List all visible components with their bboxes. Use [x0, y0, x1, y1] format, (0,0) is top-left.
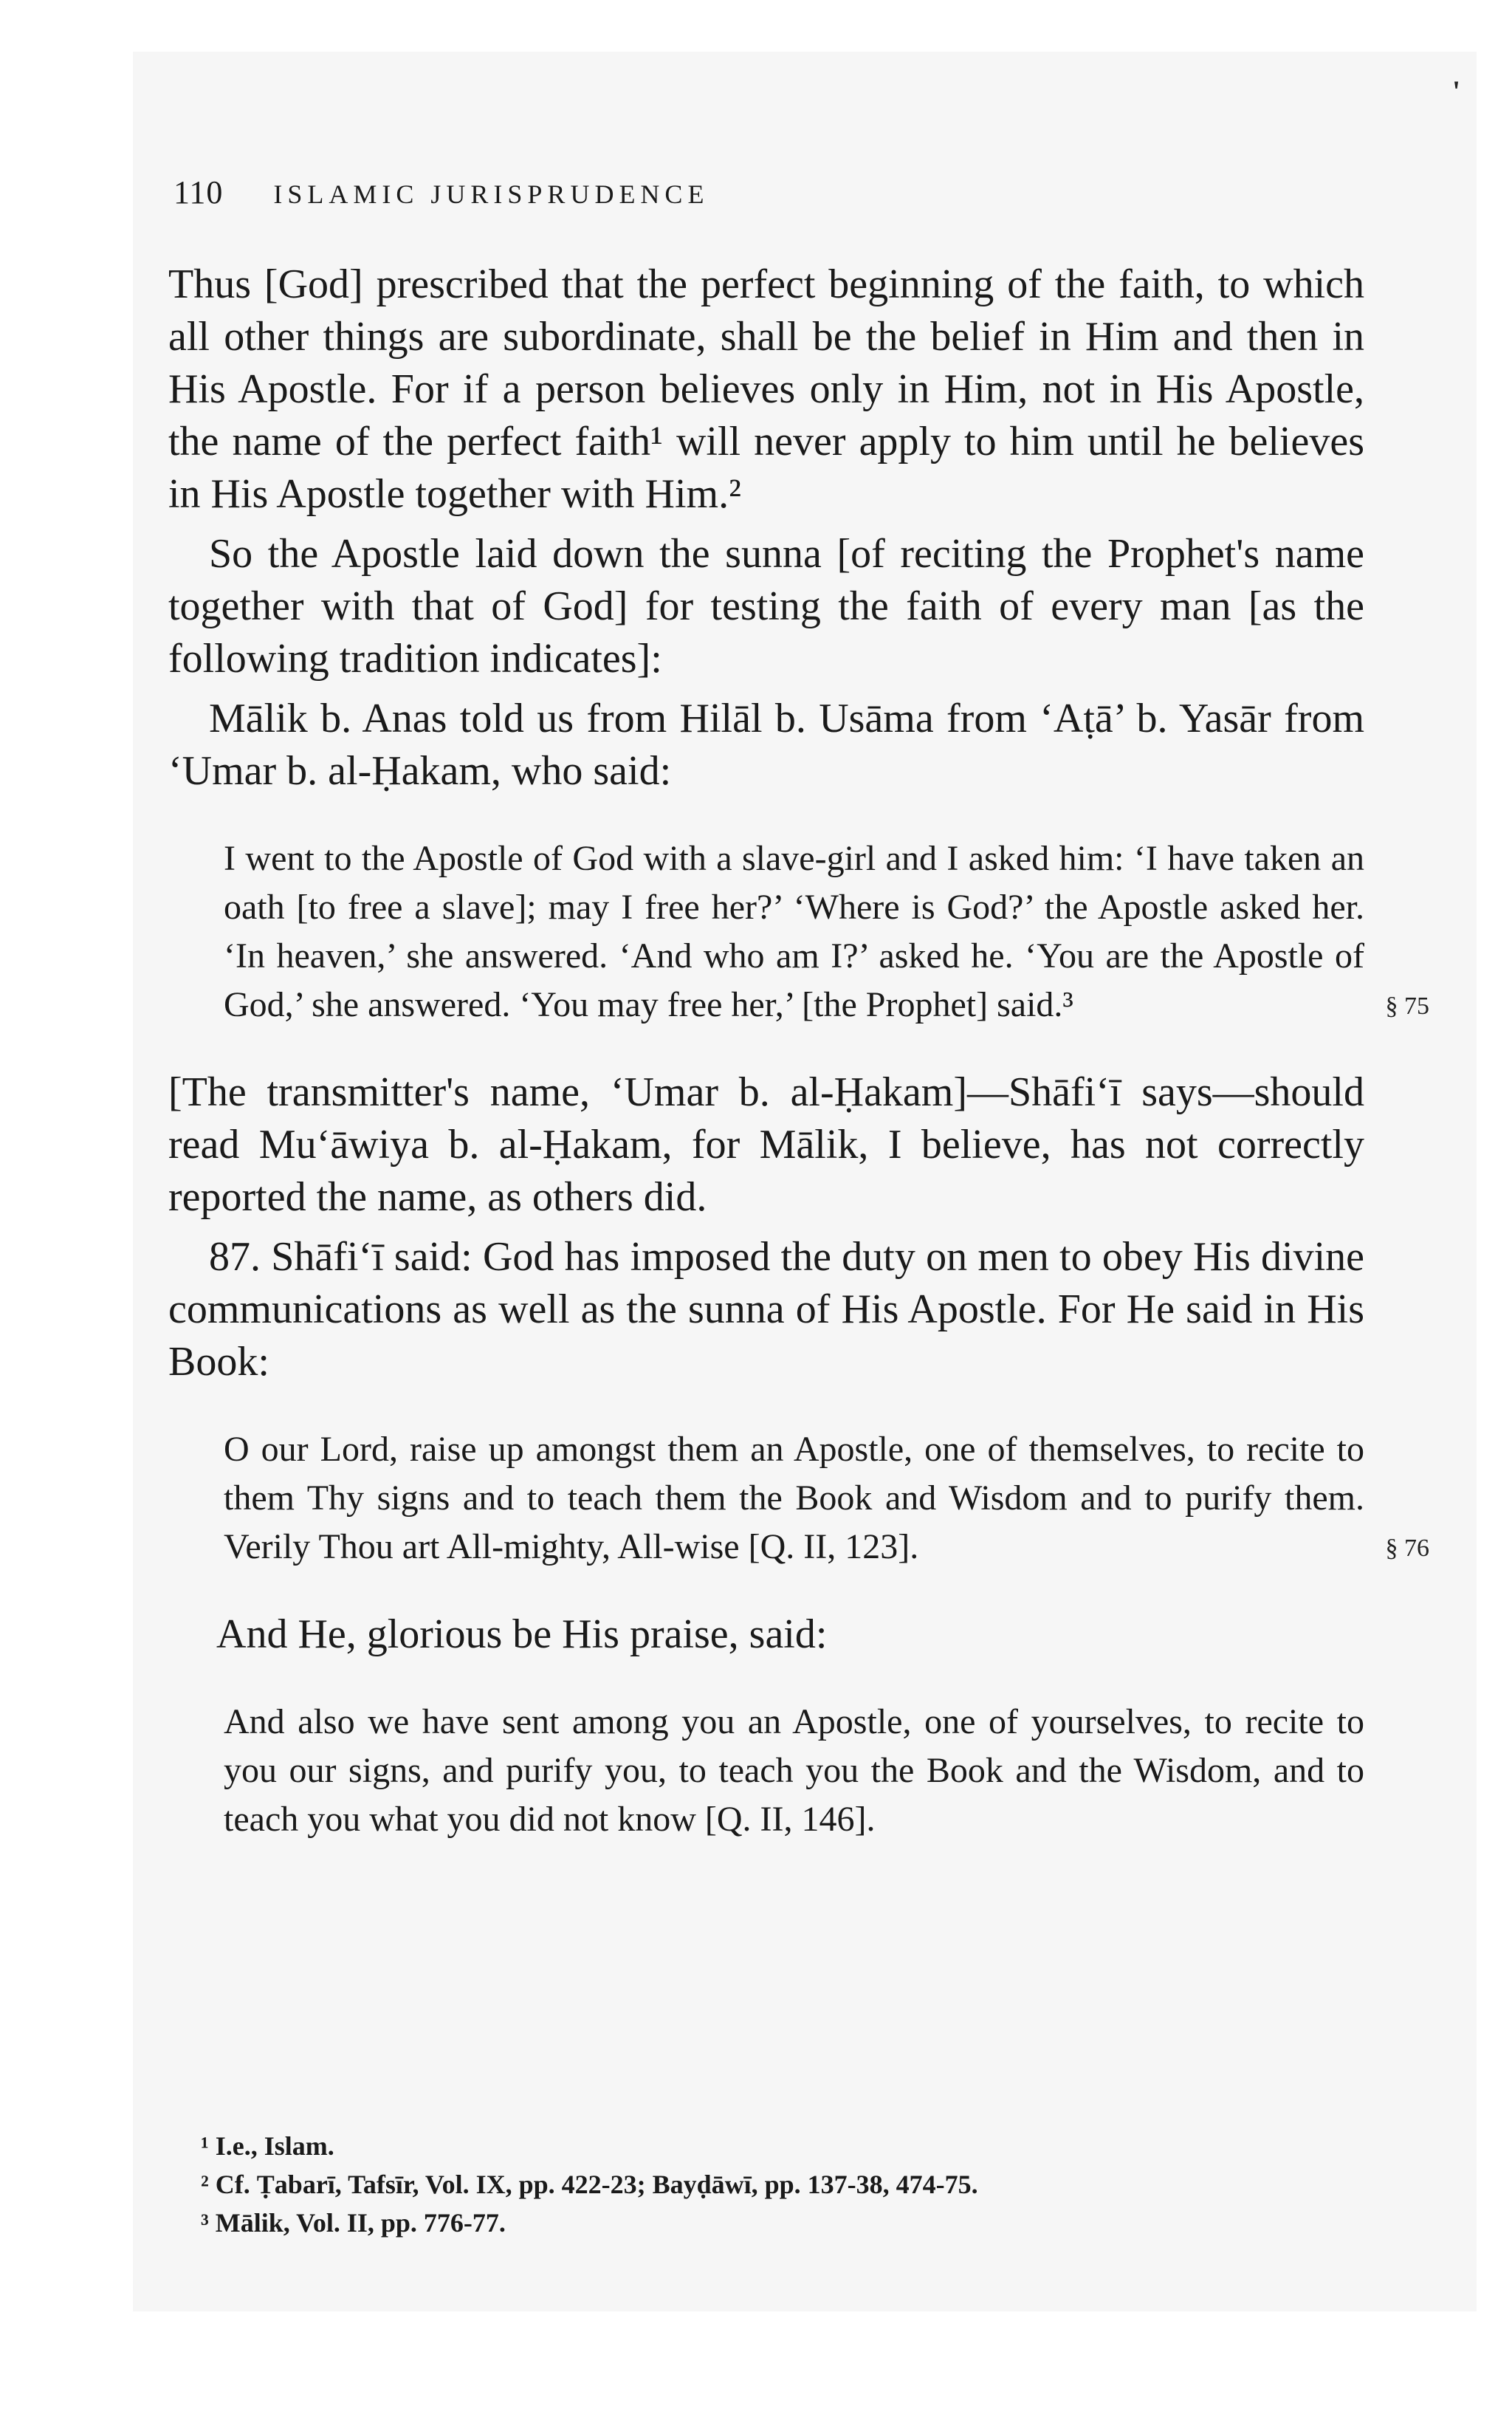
quote-tradition	[224, 834, 1429, 1029]
corner-mark: '	[1452, 75, 1461, 108]
quote-quran-1	[224, 1425, 1429, 1571]
paragraph-5: 87. Shāfi‘ī said: God has imposed the duty on men to obey His divine communications as well as the sunna of His Apostle. For He said in His Book:	[168, 1234, 1364, 1385]
marginal-section-76: § 76	[1385, 1535, 1429, 1562]
paragraph-3: Mālik b. Anas told us from Hilāl b. Usāma from ‘Aṭā’ b. Yasār from ‘Umar b. al-Ḥakam, who said:	[168, 696, 1364, 794]
page-header	[173, 174, 709, 211]
footnotes	[201, 2127, 1382, 2242]
page-body	[168, 258, 1429, 1881]
quote-quran-2-text: And also we have sent among you an Apostle, one of yourselves, to recite to you our signs, and purify you, to teach you the Book and the Wisdom, and to teach you what you did not know [Q. II, 146].	[224, 1702, 1364, 1839]
paragraph-1: Thus [God] prescribed that the perfect beginning of the faith, to which all other things are subordinate, shall be the belief in Him and then in His Apostle. For if a person believes only in Him, not in His Apostle, the name of the perfect faith¹ will never apply to him until he believes in His Apostle together with Him.²	[168, 261, 1364, 517]
footnote-1: ¹ I.e., Islam.	[201, 2131, 334, 2161]
quote-quran-1-text: O our Lord, raise up amongst them an Apostle, one of themselves, to recite to them Thy signs and to teach them the Book and Wisdom and to purify them. Verily Thou art All-mighty, All-wise [Q. II, 123].	[224, 1430, 1364, 1566]
running-head: ISLAMIC JURISPRUDENCE	[273, 179, 709, 209]
paragraph-2: So the Apostle laid down the sunna [of reciting the Prophet's name together with that of God] for testing the faith of every man [as the following tradition indicates]:	[168, 531, 1364, 682]
quote-tradition-text: I went to the Apostle of God with a slave-girl and I asked him: ‘I have taken an oath [to free a slave]; may I free her?’ ‘Where is God?’ the Apostle asked her. ‘In heaven,’ she answered. ‘And who am I?’ asked he. ‘You are the Apostle of God,’ she answered. ‘You may free her,’ [the Prophet] said.³	[224, 839, 1364, 1024]
footnote-2: ² Cf. Ṭabarī, Tafsīr, Vol. IX, pp. 422-23; Bayḍāwī, pp. 137-38, 474-75.	[201, 2170, 978, 2199]
paragraph-6: And He, glorious be His praise, said:	[216, 1611, 828, 1657]
paragraph-4: [The transmitter's name, ‘Umar b. al-Ḥakam]—Shāfi‘ī says—should read Mu‘āwiya b. al-Ḥakam, for Mālik, I believe, has not correctly reported the name, as others did.	[168, 1069, 1364, 1220]
quote-quran-2	[224, 1698, 1364, 1844]
page-number: 110	[173, 174, 224, 210]
footnote-3: ³ Mālik, Vol. II, pp. 776-77.	[201, 2208, 506, 2238]
marginal-section-75: § 75	[1385, 993, 1429, 1020]
